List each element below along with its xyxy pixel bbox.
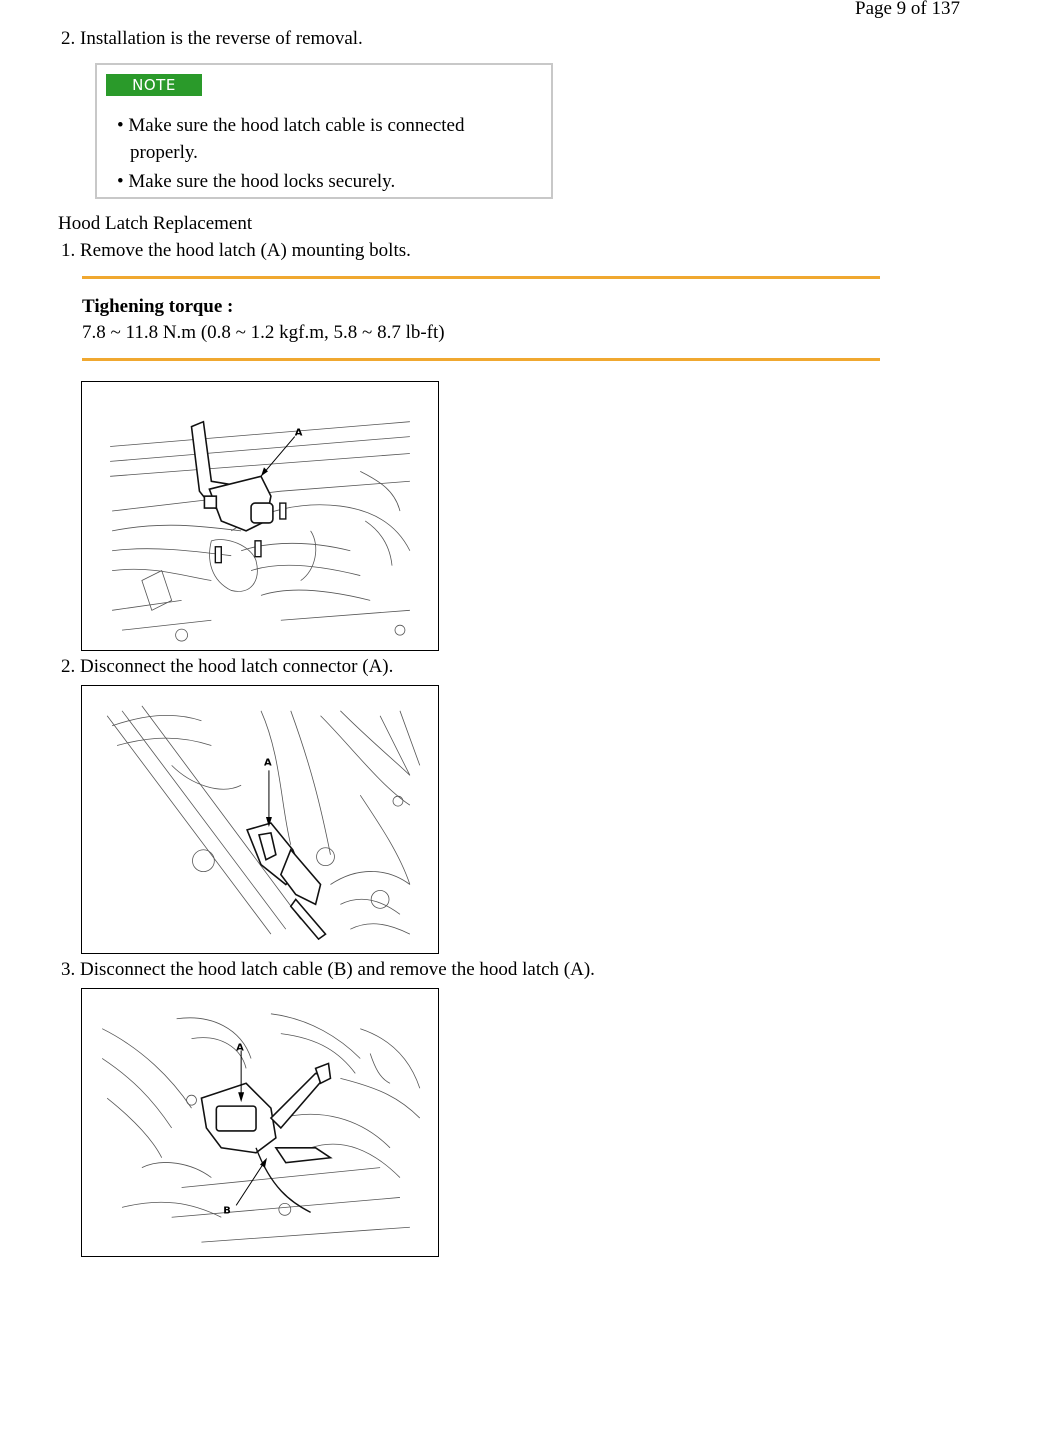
note-item-cable: • Make sure the hood latch cable is connected (117, 115, 465, 136)
step-remove-bolts: 1. Remove the hood latch (A) mounting bolts. (61, 240, 411, 261)
hood-latch-connector-figure (81, 685, 439, 954)
hood-latch-connector-illustration (82, 686, 438, 953)
installation-step: 2. Installation is the reverse of removal. (61, 28, 363, 49)
hood-latch-cable-figure (81, 988, 439, 1257)
hood-latch-bolts-illustration (82, 382, 438, 650)
hood-latch-cable-illustration (82, 989, 438, 1256)
torque-value: 7.8 ~ 11.8 N.m (0.8 ~ 1.2 kgf.m, 5.8 ~ 8.7 lb-ft) (82, 322, 445, 343)
page-number: Page 9 of 137 (855, 0, 961, 19)
torque-label: Tighening torque : (82, 296, 234, 317)
fig3-label-b: B (223, 1205, 231, 1217)
note-item-cable-cont: properly. (130, 142, 198, 163)
step-disconnect-cable: 3. Disconnect the hood latch cable (B) and remove the hood latch (A). (61, 959, 595, 980)
fig2-label-a: A (263, 757, 272, 769)
fig3-label-a: A (236, 1042, 244, 1054)
note-badge: NOTE (106, 74, 202, 96)
step-disconnect-connector: 2. Disconnect the hood latch connector (A). (61, 656, 394, 677)
fig1-label-a: A (294, 427, 303, 439)
torque-rule-top (82, 276, 880, 279)
torque-rule-bottom (82, 358, 880, 361)
section-title: Hood Latch Replacement (58, 213, 253, 234)
note-item-locks: • Make sure the hood locks securely. (117, 171, 396, 192)
note-box (95, 63, 553, 199)
hood-latch-bolts-figure (81, 381, 439, 651)
